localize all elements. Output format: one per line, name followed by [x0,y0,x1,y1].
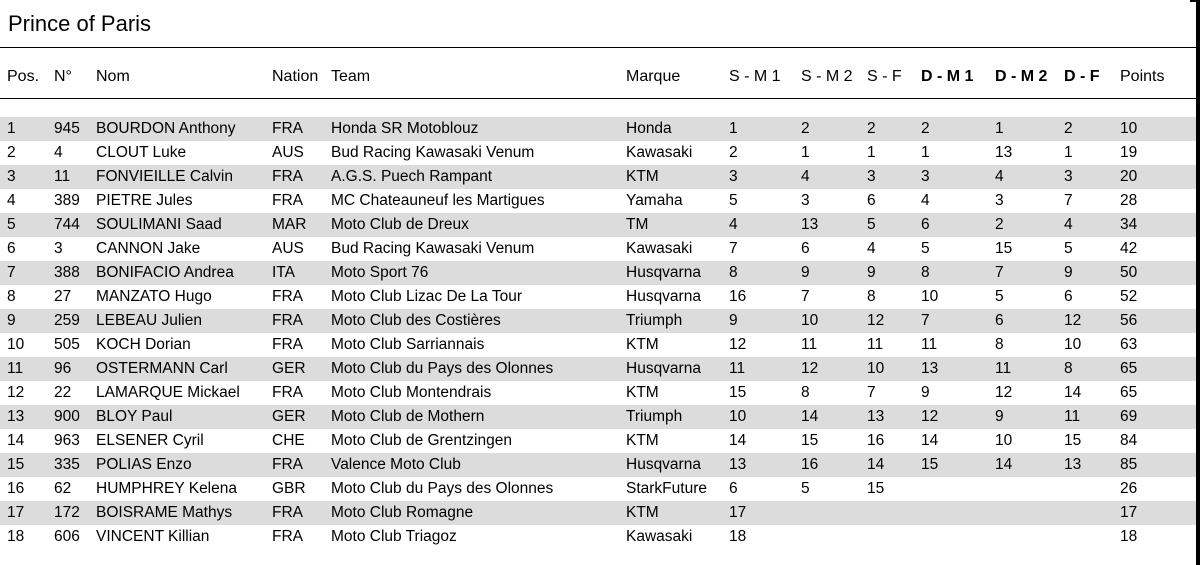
cell-nation: MAR [272,216,307,233]
cell-sm2: 14 [801,408,819,425]
cell-sf: 12 [867,312,885,329]
table-row [0,429,1196,453]
cell-df: 1 [1064,144,1073,161]
cell-nation: GER [272,360,306,377]
title-bar [0,0,1196,48]
cell-num: 900 [54,408,80,425]
cell-nom: PIETRE Jules [96,192,193,209]
cell-sm2: 16 [801,456,819,473]
table-row [0,261,1196,285]
cell-nom: FONVIEILLE Calvin [96,168,233,185]
cell-df: 8 [1064,360,1073,377]
cell-nation: GER [272,408,306,425]
cell-dm2: 3 [995,192,1004,209]
cell-sm2: 15 [801,432,819,449]
cell-sm1: 4 [729,216,738,233]
cell-points: 69 [1120,408,1138,425]
cell-nation: CHE [272,432,305,449]
page-title: Prince of Paris [8,11,152,36]
cell-dm2: 12 [995,384,1013,401]
cell-sm1: 7 [729,240,738,257]
cell-pos: 9 [7,312,16,329]
cell-team: Bud Racing Kawasaki Venum [331,144,535,161]
cell-points: 52 [1120,288,1138,305]
cell-points: 42 [1120,240,1138,257]
cell-nation: FRA [272,336,303,353]
cell-dm2: 11 [995,360,1012,377]
cell-df: 15 [1064,432,1082,449]
cell-marque: KTM [626,168,659,185]
cell-nom: VINCENT Killian [96,528,210,545]
cell-sm2: 8 [801,384,810,401]
cell-dm1: 9 [921,384,930,401]
cell-team: Moto Club Montendrais [331,384,492,401]
cell-nation: FRA [272,192,303,209]
cell-num: 172 [54,504,80,521]
cell-pos: 13 [7,408,25,425]
cell-dm1: 2 [921,120,930,137]
cell-points: 19 [1120,144,1138,161]
cell-df: 14 [1064,384,1082,401]
cell-nation: FRA [272,384,303,401]
cell-marque: KTM [626,432,659,449]
table-row [0,405,1196,429]
cell-dm1: 5 [921,240,930,257]
cell-team: Moto Club de Mothern [331,408,485,425]
header-sm1: S - M 1 [729,68,781,85]
cell-dm1: 1 [921,144,930,161]
table-row [0,141,1196,165]
cell-df: 7 [1064,192,1073,209]
table-row [0,237,1196,261]
cell-df: 9 [1064,264,1073,281]
cell-sm1: 1 [729,120,738,137]
cell-team: Moto Club Romagne [331,504,474,521]
cell-pos: 8 [7,288,16,305]
cell-nom: KOCH Dorian [96,336,191,353]
cell-nom: POLIAS Enzo [96,456,192,473]
cell-points: 10 [1120,120,1138,137]
cell-team: Moto Club du Pays des Olonnes [331,360,554,377]
table-row [0,333,1196,357]
cell-pos: 6 [7,240,16,257]
cell-team: Bud Racing Kawasaki Venum [331,240,535,257]
cell-dm1: 13 [921,360,939,377]
cell-nom: ELSENER Cyril [96,432,204,449]
cell-points: 17 [1120,504,1138,521]
cell-nation: ITA [272,264,295,281]
cell-marque: Husqvarna [626,264,701,281]
cell-nom: BOISRAME Mathys [96,504,233,521]
cell-points: 18 [1120,528,1138,545]
cell-dm2: 10 [995,432,1013,449]
cell-dm2: 1 [995,120,1004,137]
cell-num: 744 [54,216,80,233]
cell-num: 27 [54,288,72,305]
cell-marque: Yamaha [626,192,683,209]
cell-sm2: 6 [801,240,810,257]
cell-points: 65 [1120,360,1138,377]
cell-sm2: 1 [801,144,810,161]
table-row [0,165,1196,189]
cell-dm2: 2 [995,216,1004,233]
cell-sm2: 3 [801,192,810,209]
cell-pos: 1 [7,120,16,137]
cell-sm1: 3 [729,168,738,185]
cell-num: 96 [54,360,72,377]
cell-pos: 14 [7,432,25,449]
cell-sf: 4 [867,240,876,257]
cell-marque: Husqvarna [626,456,701,473]
cell-nom: BONIFACIO Andrea [96,264,234,281]
header-dm1: D - M 1 [921,68,974,85]
header-pos: Pos. [7,68,40,85]
cell-sm2: 10 [801,312,819,329]
cell-marque: KTM [626,504,659,521]
cell-sf: 8 [867,288,876,305]
cell-df: 12 [1064,312,1082,329]
cell-team: Moto Club de Dreux [331,216,469,233]
cell-sm1: 8 [729,264,738,281]
cell-sf: 5 [867,216,876,233]
cell-dm1: 7 [921,312,930,329]
cell-nation: FRA [272,288,303,305]
cell-dm1: 14 [921,432,939,449]
cell-sm1: 11 [729,360,746,377]
cell-num: 4 [54,144,63,161]
cell-marque: KTM [626,384,659,401]
cell-pos: 16 [7,480,25,497]
cell-pos: 18 [7,528,25,545]
cell-sf: 15 [867,480,885,497]
table-row [0,501,1196,525]
header-sf: S - F [867,68,902,85]
cell-dm1: 15 [921,456,939,473]
cell-nom: BOURDON Anthony [96,120,236,137]
cell-sm2: 9 [801,264,810,281]
cell-sm1: 15 [729,384,747,401]
header-dm2: D - M 2 [995,68,1048,85]
cell-team: Moto Sport 76 [331,264,429,281]
cell-sm1: 6 [729,480,738,497]
cell-dm1: 10 [921,288,939,305]
cell-dm1: 6 [921,216,930,233]
cell-sf: 16 [867,432,885,449]
cell-points: 34 [1120,216,1138,233]
cell-sm1: 12 [729,336,747,353]
cell-points: 56 [1120,312,1138,329]
cell-team: MC Chateauneuf les Martigues [331,192,545,209]
cell-dm2: 9 [995,408,1004,425]
header-sm2: S - M 2 [801,68,853,85]
cell-pos: 12 [7,384,25,401]
cell-num: 963 [54,432,80,449]
cell-team: Moto Club des Costières [331,312,501,329]
header-divider [0,98,1196,99]
header-df: D - F [1064,68,1100,85]
cell-sm1: 18 [729,528,747,545]
cell-sf: 3 [867,168,876,185]
cell-marque: KTM [626,336,659,353]
header-team: Team [331,68,371,85]
cell-pos: 4 [7,192,16,209]
cell-pos: 17 [7,504,25,521]
cell-nation: AUS [272,144,304,161]
table-row [0,357,1196,381]
cell-team: Moto Club du Pays des Olonnes [331,480,554,497]
cell-pos: 2 [7,144,16,161]
cell-sm2: 11 [801,336,818,353]
cell-sm2: 2 [801,120,810,137]
cell-team: A.G.S. Puech Rampant [331,168,493,185]
cell-dm2: 7 [995,264,1004,281]
cell-team: Moto Club Lizac De La Tour [331,288,522,305]
cell-nom: LAMARQUE Mickael [96,384,240,401]
table-header [0,68,1196,94]
cell-points: 26 [1120,480,1138,497]
cell-team: Valence Moto Club [331,456,461,473]
header-points: Points [1120,68,1165,85]
cell-num: 505 [54,336,80,353]
cell-pos: 5 [7,216,16,233]
cell-sm2: 12 [801,360,819,377]
cell-points: 85 [1120,456,1138,473]
cell-dm2: 14 [995,456,1013,473]
cell-nation: FRA [272,168,303,185]
cell-pos: 7 [7,264,16,281]
cell-df: 5 [1064,240,1073,257]
cell-dm1: 3 [921,168,930,185]
cell-sm1: 17 [729,504,747,521]
cell-sf: 14 [867,456,885,473]
header-nation: Nation [272,68,319,85]
cell-team: Moto Club de Grentzingen [331,432,512,449]
cell-nom: MANZATO Hugo [96,288,212,305]
cell-sm1: 9 [729,312,738,329]
cell-dm2: 4 [995,168,1004,185]
cell-sm1: 16 [729,288,747,305]
cell-sm1: 5 [729,192,738,209]
cell-df: 10 [1064,336,1082,353]
cell-num: 3 [54,240,63,257]
table-row [0,309,1196,333]
cell-df: 4 [1064,216,1073,233]
cell-nom: HUMPHREY Kelena [96,480,237,497]
cell-num: 389 [54,192,80,209]
cell-num: 945 [54,120,80,137]
table-row [0,285,1196,309]
header-number: N° [54,68,72,85]
cell-nation: GBR [272,480,306,497]
cell-sm1: 13 [729,456,747,473]
header-name: Nom [96,68,130,85]
cell-sf: 6 [867,192,876,209]
cell-sm1: 10 [729,408,747,425]
cell-marque: Husqvarna [626,288,701,305]
cell-num: 388 [54,264,80,281]
cell-nom: SOULIMANI Saad [96,216,222,233]
cell-sf: 7 [867,384,876,401]
cell-dm2: 6 [995,312,1004,329]
cell-dm2: 5 [995,288,1004,305]
cell-sm2: 4 [801,168,810,185]
cell-nation: FRA [272,504,303,521]
cell-nom: OSTERMANN Carl [96,360,228,377]
cell-df: 6 [1064,288,1073,305]
table-row [0,477,1196,501]
cell-dm1: 4 [921,192,930,209]
cell-nom: BLOY Paul [96,408,173,425]
cell-nation: AUS [272,240,304,257]
cell-nom: CANNON Jake [96,240,201,257]
cell-marque: Kawasaki [626,240,693,257]
cell-dm1: 8 [921,264,930,281]
table-row [0,525,1196,549]
cell-nation: FRA [272,528,303,545]
cell-nation: FRA [272,312,303,329]
cell-sm2: 13 [801,216,819,233]
cell-sf: 9 [867,264,876,281]
table-row [0,189,1196,213]
cell-num: 335 [54,456,80,473]
cell-team: Moto Club Sarriannais [331,336,485,353]
cell-marque: Honda [626,120,672,137]
cell-dm2: 15 [995,240,1013,257]
cell-points: 50 [1120,264,1138,281]
cell-marque: Triumph [626,312,683,329]
cell-dm1: 11 [921,336,938,353]
cell-num: 606 [54,528,80,545]
cell-sf: 13 [867,408,885,425]
cell-nation: FRA [272,120,303,137]
cell-sm2: 7 [801,288,810,305]
cell-sf: 10 [867,360,885,377]
cell-num: 259 [54,312,80,329]
cell-sf: 2 [867,120,876,137]
cell-sm1: 2 [729,144,738,161]
table-row [0,381,1196,405]
cell-marque: TM [626,216,649,233]
cell-num: 11 [54,168,71,185]
cell-marque: StarkFuture [626,480,707,497]
cell-dm2: 13 [995,144,1013,161]
cell-team: Moto Club Triagoz [331,528,457,545]
cell-num: 62 [54,480,72,497]
cell-nation: FRA [272,456,303,473]
header-marque: Marque [626,68,681,85]
right-edge-border [1196,0,1200,565]
cell-sm2: 5 [801,480,810,497]
cell-sf: 11 [867,336,884,353]
cell-dm1: 12 [921,408,939,425]
table-row [0,117,1196,141]
cell-df: 11 [1064,408,1081,425]
cell-pos: 15 [7,456,25,473]
cell-marque: Kawasaki [626,144,693,161]
cell-team: Honda SR Motoblouz [331,120,479,137]
cell-dm2: 8 [995,336,1004,353]
cell-marque: Kawasaki [626,528,693,545]
table-row [0,453,1196,477]
cell-pos: 11 [7,360,24,377]
cell-nom: CLOUT Luke [96,144,187,161]
cell-points: 63 [1120,336,1138,353]
table-row [0,213,1196,237]
cell-sf: 1 [867,144,876,161]
cell-nom: LEBEAU Julien [96,312,202,329]
cell-points: 28 [1120,192,1138,209]
cell-points: 20 [1120,168,1138,185]
cell-df: 2 [1064,120,1073,137]
cell-marque: Triumph [626,408,683,425]
cell-df: 3 [1064,168,1073,185]
cell-points: 84 [1120,432,1138,449]
cell-sm1: 14 [729,432,747,449]
cell-pos: 10 [7,336,25,353]
cell-df: 13 [1064,456,1082,473]
cell-marque: Husqvarna [626,360,701,377]
cell-num: 22 [54,384,72,401]
cell-points: 65 [1120,384,1138,401]
cell-pos: 3 [7,168,16,185]
